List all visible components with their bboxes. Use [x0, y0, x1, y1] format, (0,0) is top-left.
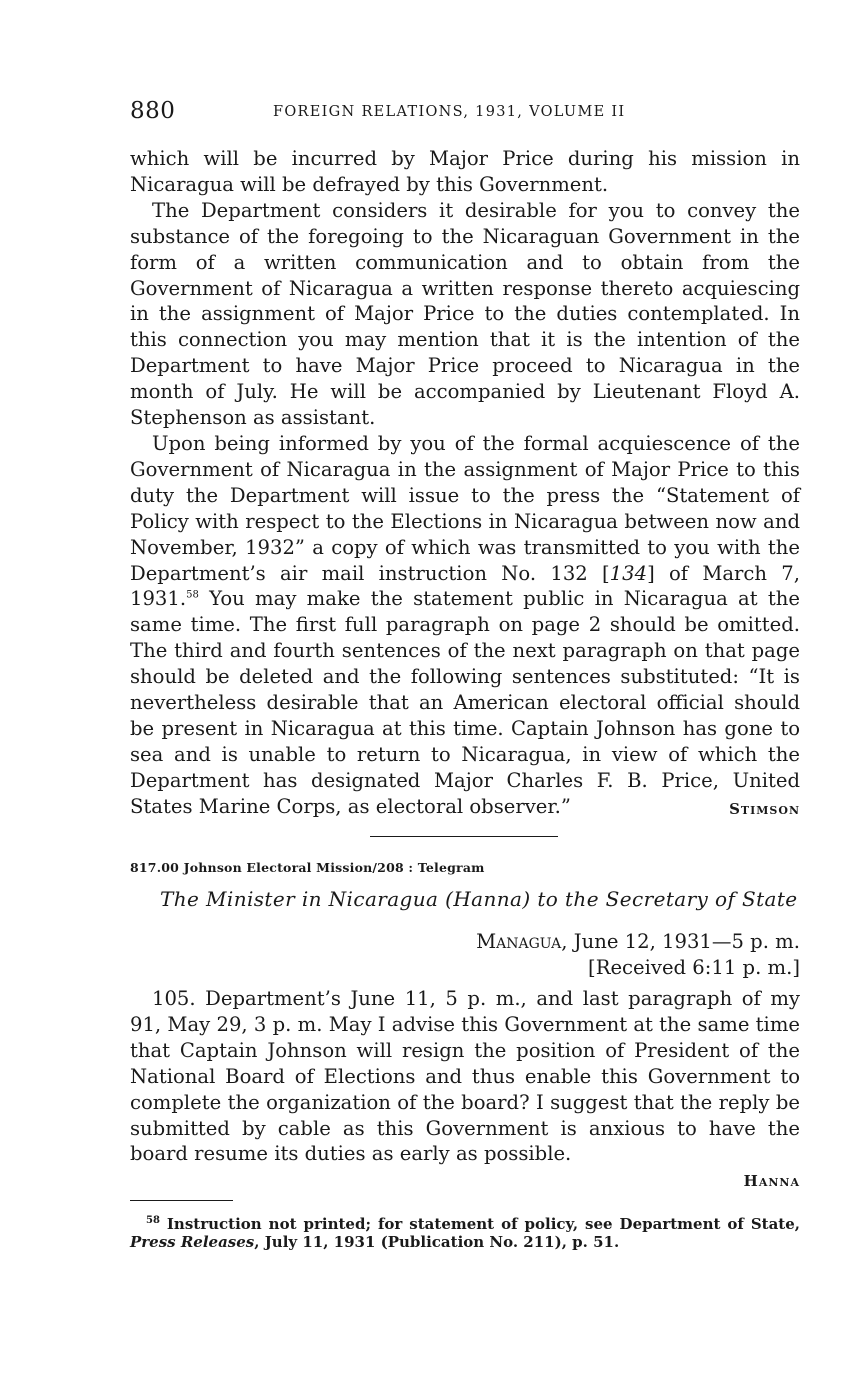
file-reference: 817.00 Johnson Electoral Mission/208 : Telegram: [130, 860, 485, 875]
dateline-place: Managua: [476, 930, 562, 953]
paragraph-text-c: You may make the statement public in Nicaragua at the same time. The first full paragraph on page 2 should be omitted. The third and fourth sentences of the next paragraph on that page should be deleted and the following sentences substituted: “It is nevertheless desirable that an American electoral official should be present in Nicaragua at this time. Captain Johnson has gone to sea and is unable to return to Nicaragua, in view of which the Department has designated Major Charles F. B. Price, United States Marine Corps, as electoral observer.”: [130, 587, 800, 818]
paragraph-text-a: Upon being informed by you of the formal acquiescence of the Government of Nicaragua in the assignment of Major Price to this duty the Department will issue to the press the “Statement of Policy with respect to the Elections in Nicaragua between now and November, 1932” a copy of which was transmitted to you with the Department’s air mail instruction No. 132 [: [130, 431, 800, 585]
paragraph-text-b: ] of March 7, 1931.: [130, 561, 800, 611]
paragraph-continuation: which will be incurred by Major Price during his mission in Nicaragua will be defrayed by this Government.: [130, 147, 800, 196]
document-title: The Minister in Nicaragua (Hanna) to the Secretary of State: [160, 887, 798, 911]
footnote: [130, 1215, 800, 1251]
footnote-58: [130, 1215, 800, 1251]
paragraph-department-considers: The Department considers it desirable for you to convey the substance of the foregoing to the Nicaraguan Government in the form of a written communication and to obtain from the Government of Nicaragua a written response thereto acquiescing in the assignment of Major Price to the duties contemplated. In this connection you may mention that it is the intention of the Department to have Major Price proceed to Nicaragua in the month of July. He will be accompanied by Lieutenant Floyd A. Stephenson as assistant.: [130, 198, 800, 430]
paragraph-telegram-105: 105. Department’s June 11, 5 p. m., and last paragraph of my 91, May 29, 3 p. m. May I advise this Government at the same time that Captain Johnson will resign the position of President of the National Board of Elections and thus enable this Government to complete the organization of the board? I suggest that the reply be submitted by cable as this Government is anxious to have the board resume its duties as early as possible.: [130, 987, 800, 1166]
signature-hanna: Hanna: [743, 1172, 800, 1190]
page-number: 880: [130, 98, 176, 124]
instruction-number-italic: 134: [609, 561, 648, 585]
footnote-publication-italic: Press Releases: [130, 1233, 255, 1251]
footnote-rule: [130, 1200, 233, 1201]
section-divider: [370, 836, 558, 837]
letter-body: [130, 146, 800, 820]
footnote-text-b: , July 11, 1931 (Publication No. 211), p. 51.: [254, 1233, 620, 1251]
paragraph-upon-being-informed: [130, 431, 800, 820]
dateline-date: , June 12, 1931—5 p. m.: [561, 930, 800, 953]
dateline: [476, 930, 800, 953]
footnote-reference: 58: [186, 589, 199, 601]
footnote-text-a: Instruction not printed; for statement of policy, see Department of State,: [159, 1215, 800, 1233]
received-time: [Received 6:11 p. m.]: [588, 956, 800, 979]
telegram-body: [130, 986, 800, 1167]
page-header: [130, 98, 800, 128]
footnote-mark: 58: [146, 1215, 160, 1226]
signature-stimson: Stimson: [729, 800, 800, 818]
running-title: FOREIGN RELATIONS, 1931, VOLUME II: [273, 104, 626, 120]
